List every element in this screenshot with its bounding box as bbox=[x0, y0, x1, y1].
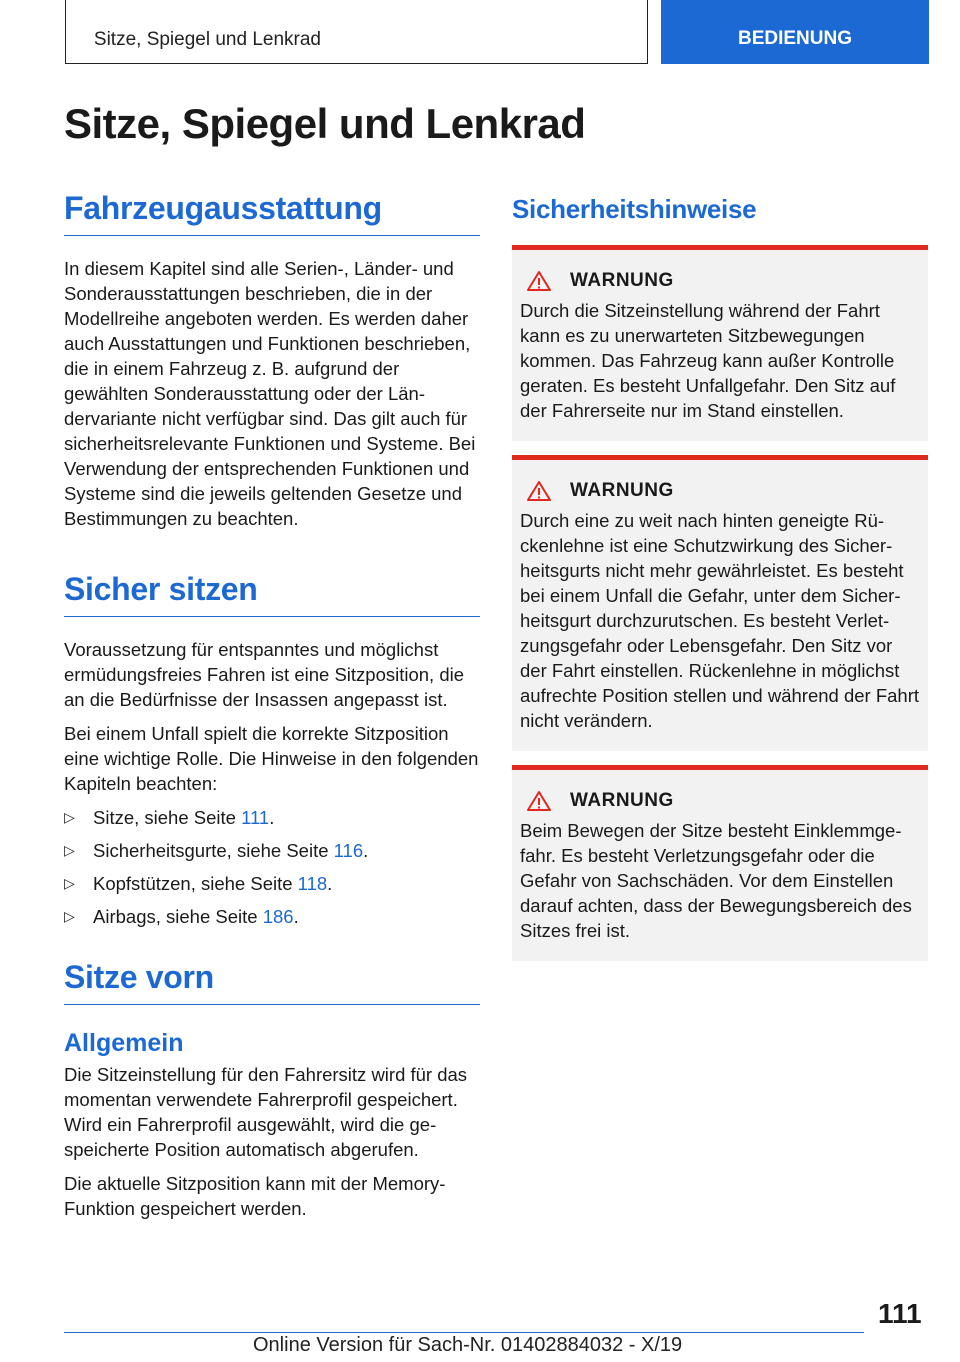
warning-text: Durch die Sitzeinstellung während der Fahrt kann es zu unerwarteten Sitzbewegungen kommen. Das Fahrzeug kann außer Kontrolle geraten. Es besteht Unfallgefahr. Den Sitz auf der Fahrerseite nur im Stand einstellen. bbox=[520, 300, 896, 421]
list-item-text: Sicherheitsgurte, siehe Seite bbox=[93, 840, 334, 861]
heading-equipment: Fahrzeugausstattung bbox=[64, 190, 480, 236]
page-number: 111 bbox=[878, 1298, 922, 1329]
warning-box bbox=[512, 455, 928, 751]
page-link[interactable]: 111 bbox=[241, 807, 270, 828]
list-item bbox=[64, 805, 480, 830]
left-column bbox=[64, 190, 480, 1221]
list-item bbox=[64, 904, 480, 929]
list-item bbox=[64, 838, 480, 863]
page-link[interactable]: 118 bbox=[297, 873, 328, 894]
list-item-end: . bbox=[327, 873, 333, 894]
warning-triangle-icon bbox=[526, 270, 552, 292]
header-frame bbox=[65, 0, 648, 64]
bullet-triangle-icon: ▷ bbox=[64, 875, 75, 891]
heading-front-seats: Sitze vorn bbox=[64, 959, 480, 1005]
paragraph-general-1: Die Sitzeinstellung für den Fahrersitz wird für das momentan verwendete Fahrerprofil gespeichert. Wird ein Fahrerprofil ausgewählt, wird die gespeicherte Position automatisch abgerufen. bbox=[64, 1064, 468, 1160]
reference-list bbox=[64, 805, 480, 929]
footer-version-text: Online Version für Sach-Nr. 01402884032 - X/19 bbox=[253, 1334, 683, 1356]
warning-header bbox=[520, 480, 920, 502]
warning-box bbox=[512, 765, 928, 961]
paragraph-sitting-2: Bei einem Unfall spielt die korrekte Sitzposition eine wichtige Rolle. Die Hinweise in den folgenden Kapiteln beachten: bbox=[64, 723, 479, 794]
list-item-end: . bbox=[293, 906, 299, 927]
bullet-triangle-icon: ▷ bbox=[64, 908, 75, 924]
bullet-triangle-icon: ▷ bbox=[64, 842, 75, 858]
warning-triangle-icon bbox=[526, 480, 552, 502]
heading-general: Allgemein bbox=[64, 1029, 184, 1057]
warning-label: WARNUNG bbox=[570, 790, 674, 811]
page-title: Sitze, Spiegel und Lenkrad bbox=[64, 100, 586, 147]
list-item-text: Airbags, siehe Seite bbox=[93, 906, 263, 927]
list-item-text: Sitze, siehe Seite bbox=[93, 807, 242, 828]
page-link[interactable]: 116 bbox=[333, 840, 364, 861]
right-column bbox=[512, 190, 928, 961]
warning-text: Beim Bewegen der Sitze besteht Einklemmgefahr. Es besteht Verletzungsgefahr oder die Gefahr von Sachschäden. Vor dem Einstellen darauf achten, dass der Bewegungsbereich des Sitzes frei ist. bbox=[520, 820, 912, 941]
warning-header bbox=[520, 790, 920, 812]
heading-safety: Sicherheitshinweise bbox=[512, 194, 757, 224]
list-item bbox=[64, 871, 480, 896]
footer-divider bbox=[64, 1332, 864, 1333]
warning-label: WARNUNG bbox=[570, 270, 674, 291]
paragraph-equipment: In diesem Kapitel sind alle Serien-, Länder- und Sonderausstattungen beschrieben, die in der Modellreihe angeboten werden. Es werden daher auch Ausstattungen und Funktionen beschrieben, die in einem Fahrzeug z. B. aufgrund der gewählten Sonderausstattung oder der Ländervariante nicht verfügbar sind. Das gilt auch für sicherheitsrelevante Funktionen und Systeme. Bei Verwendung der entsprechenden Funktionen und Systeme sind die jeweils geltenden Gesetze und Bestimmungen zu beachten. bbox=[64, 258, 476, 529]
header-chapter-tab[interactable]: BEDIENUNG bbox=[661, 0, 929, 64]
paragraph-general-2: Die aktuelle Sitzposition kann mit der Memory-Funktion gespeichert werden. bbox=[64, 1173, 446, 1219]
heading-sitting: Sicher sitzen bbox=[64, 571, 480, 617]
paragraph-sitting-1: Voraussetzung für entspanntes und möglichst ermüdungsfreies Fahren ist eine Sitzposition, die an die Bedürfnisse der Insassen angepasst ist. bbox=[64, 639, 465, 710]
list-item-end: . bbox=[363, 840, 369, 861]
bullet-triangle-icon: ▷ bbox=[64, 809, 75, 825]
warning-box bbox=[512, 245, 928, 441]
list-item-end: . bbox=[269, 807, 275, 828]
warning-triangle-icon bbox=[526, 790, 552, 812]
warning-text: Durch eine zu weit nach hinten geneigte Rückenlehne ist eine Schutzwirkung des Sicherheitsgurts nicht mehr gewährleistet. Es besteht bei einem Unfall die Gefahr, unter dem Sicherheitsgurt durchzurutschen. Es besteht Verletzungsgefahr oder Lebensgefahr. Den Sitz vor der Fahrt einstellen. Rückenlehne in möglichst aufrechte Position stellen und während der Fahrt nicht verändern. bbox=[520, 510, 920, 731]
header-section-title: Sitze, Spiegel und Lenkrad bbox=[93, 29, 321, 50]
page-link[interactable]: 186 bbox=[262, 906, 294, 927]
warning-header bbox=[520, 270, 920, 292]
warning-label: WARNUNG bbox=[570, 480, 674, 501]
list-item-text: Kopfstützen, siehe Seite bbox=[93, 873, 298, 894]
